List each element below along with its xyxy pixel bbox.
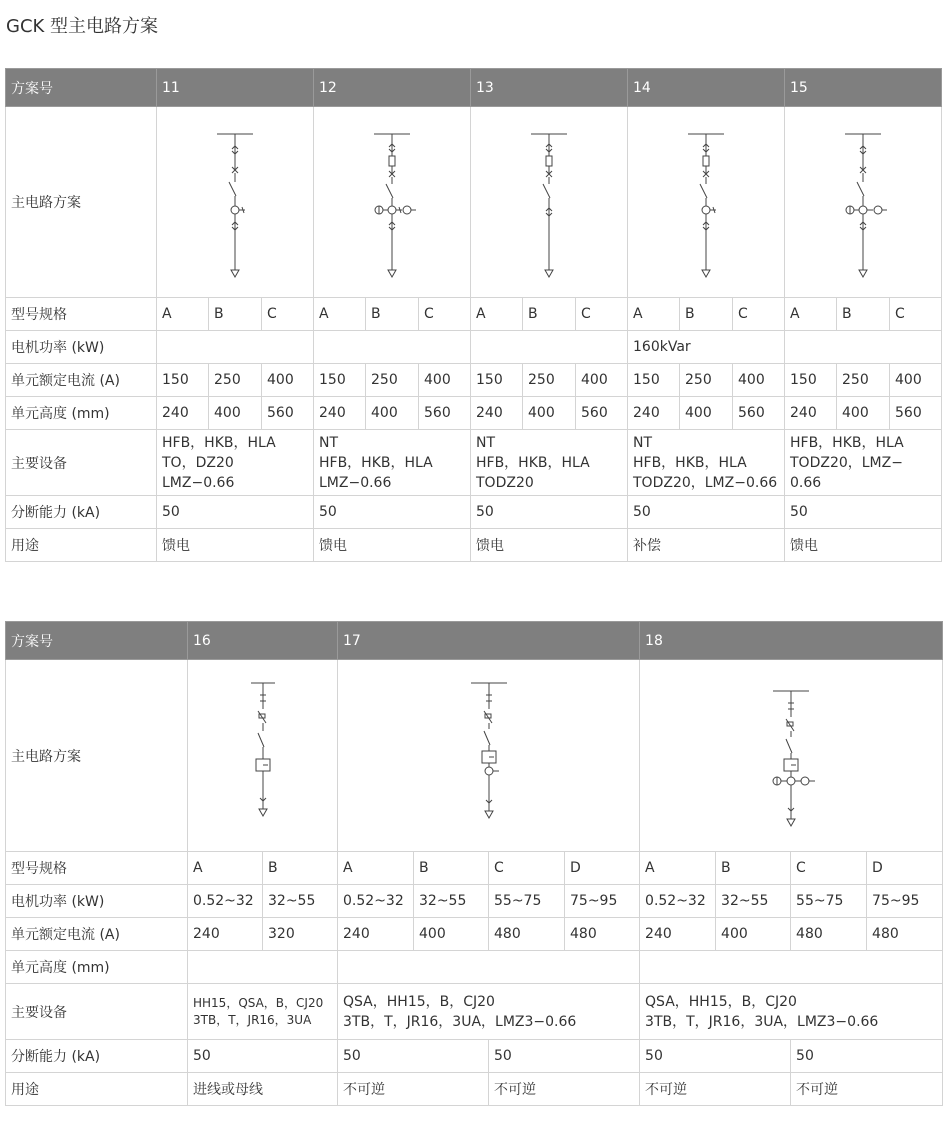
model-row: [6, 852, 943, 885]
current-cell: 400: [716, 918, 791, 951]
row-label: 主电路方案: [6, 107, 157, 298]
equipment-cell: [314, 430, 471, 496]
current-cell: 480: [867, 918, 943, 951]
equipment-cell: [628, 430, 785, 496]
model-cell: C: [262, 298, 314, 331]
breaking-cell: 50: [628, 496, 785, 529]
current-cell: 150: [628, 364, 680, 397]
height-row: [6, 397, 942, 430]
height-cell: 240: [785, 397, 837, 430]
power-cell: [471, 331, 628, 364]
equipment-line: HH15，QSA，B，CJ20: [193, 995, 324, 1010]
model-cell: B: [523, 298, 576, 331]
model-cell: C: [419, 298, 471, 331]
circuit-diagram-17: [338, 660, 640, 852]
model-cell: D: [565, 852, 640, 885]
current-cell: 250: [680, 364, 733, 397]
scheme-number: 12: [314, 69, 471, 107]
breaking-row: [6, 496, 942, 529]
model-cell: B: [716, 852, 791, 885]
equipment-line: 3TB，T，JR16，3UA: [193, 1012, 312, 1027]
row-label: 分断能力 (kA): [6, 496, 157, 529]
equipment-line: HFB，HKB，HLA: [790, 434, 904, 451]
usage-row: [6, 529, 942, 562]
equipment-cell: [338, 984, 640, 1040]
scheme-number: 15: [785, 69, 942, 107]
height-cell: 240: [157, 397, 209, 430]
current-cell: 240: [188, 918, 263, 951]
model-row: [6, 298, 942, 331]
equipment-cell: [157, 430, 314, 496]
equipment-line: TODZ20，LMZ−0.66: [633, 474, 778, 491]
row-label: 用途: [6, 1073, 188, 1106]
breaking-cell: 50: [791, 1040, 943, 1073]
usage-cell: 不可逆: [791, 1073, 943, 1106]
power-cell: 55~75: [489, 885, 565, 918]
power-cell: [785, 331, 942, 364]
row-label: 型号规格: [6, 298, 157, 331]
model-cell: A: [314, 298, 366, 331]
circuit-diagram-12: [314, 107, 471, 298]
height-cell: 560: [890, 397, 942, 430]
row-label: 电机功率 (kW): [6, 331, 157, 364]
model-cell: B: [680, 298, 733, 331]
height-cell: 400: [523, 397, 576, 430]
model-cell: C: [489, 852, 565, 885]
usage-cell: 进线或母线: [188, 1073, 338, 1106]
model-cell: A: [785, 298, 837, 331]
model-cell: A: [628, 298, 680, 331]
equipment-line: 3TB，T，JR16，3UA，LMZ3−0.66: [645, 1013, 879, 1030]
power-cell: 0.52~32: [640, 885, 716, 918]
power-cell: 75~95: [565, 885, 640, 918]
circuit-diagram-icon: [833, 122, 893, 282]
current-cell: 400: [414, 918, 489, 951]
current-cell: 250: [366, 364, 419, 397]
current-cell: 150: [785, 364, 837, 397]
height-cell: [640, 951, 943, 984]
height-cell: 400: [837, 397, 890, 430]
model-cell: B: [837, 298, 890, 331]
breaking-cell: 50: [188, 1040, 338, 1073]
current-cell: 150: [471, 364, 523, 397]
equipment-cell: [785, 430, 942, 496]
equipment-line: TO，DZ20: [162, 454, 234, 471]
equipment-line: QSA，HH15，B，CJ20: [645, 993, 797, 1010]
model-cell: A: [188, 852, 263, 885]
circuit-diagram-11: [157, 107, 314, 298]
equipment-row: [6, 984, 943, 1040]
equipment-cell: [640, 984, 943, 1040]
current-cell: 400: [419, 364, 471, 397]
equipment-line: 3TB，T，JR16，3UA，LMZ3−0.66: [343, 1013, 577, 1030]
current-cell: 250: [209, 364, 262, 397]
row-label: 单元额定电流 (A): [6, 364, 157, 397]
height-cell: 240: [471, 397, 523, 430]
circuit-diagram-icon: [759, 671, 823, 841]
scheme-number: 16: [188, 622, 338, 660]
height-cell: 240: [628, 397, 680, 430]
scheme-number: 18: [640, 622, 943, 660]
row-label: 主要设备: [6, 984, 188, 1040]
row-label: 分断能力 (kA): [6, 1040, 188, 1073]
equipment-cell: [471, 430, 628, 496]
circuit-diagram-icon: [362, 122, 422, 282]
equipment-line: LMZ−0.66: [319, 474, 392, 491]
equipment-line: HFB，HKB，HLA: [476, 454, 590, 471]
power-cell: [314, 331, 471, 364]
model-cell: D: [867, 852, 943, 885]
circuit-row: [6, 660, 943, 852]
equipment-line: 0.66: [790, 474, 822, 491]
breaking-row: [6, 1040, 943, 1073]
height-cell: 560: [733, 397, 785, 430]
current-cell: 480: [565, 918, 640, 951]
current-cell: 240: [338, 918, 414, 951]
equipment-line: LMZ−0.66: [162, 474, 235, 491]
circuit-diagram-icon: [205, 122, 265, 282]
page-title: GCK 型主电路方案: [6, 16, 159, 37]
usage-cell: 补偿: [628, 529, 785, 562]
equipment-line: HFB，HKB，HLA: [633, 454, 747, 471]
equipment-line: TODZ20，LMZ−: [790, 454, 903, 471]
model-cell: C: [733, 298, 785, 331]
usage-row: [6, 1073, 943, 1106]
usage-cell: 馈电: [471, 529, 628, 562]
power-cell: 0.52~32: [338, 885, 414, 918]
current-cell: 150: [314, 364, 366, 397]
usage-cell: 馈电: [785, 529, 942, 562]
scheme-number: 11: [157, 69, 314, 107]
height-cell: 400: [366, 397, 419, 430]
circuit-diagram-icon: [459, 671, 519, 841]
row-label: 用途: [6, 529, 157, 562]
current-cell: 400: [262, 364, 314, 397]
equipment-row: [6, 430, 942, 496]
model-cell: B: [209, 298, 262, 331]
row-label: 单元额定电流 (A): [6, 918, 188, 951]
circuit-diagram-18: [640, 660, 943, 852]
usage-cell: 不可逆: [640, 1073, 791, 1106]
height-cell: 560: [576, 397, 628, 430]
circuit-diagram-16: [188, 660, 338, 852]
breaking-cell: 50: [471, 496, 628, 529]
scheme-number: 14: [628, 69, 785, 107]
power-cell: 32~55: [414, 885, 489, 918]
model-cell: B: [366, 298, 419, 331]
row-label: 电机功率 (kW): [6, 885, 188, 918]
circuit-diagram-icon: [233, 671, 293, 841]
scheme-number: 13: [471, 69, 628, 107]
equipment-line: TODZ20: [476, 474, 534, 491]
scheme-table-11-15: [5, 68, 942, 562]
current-cell: 320: [263, 918, 338, 951]
power-cell: 75~95: [867, 885, 943, 918]
current-cell: 240: [640, 918, 716, 951]
current-row: [6, 918, 943, 951]
power-cell: 0.52~32: [188, 885, 263, 918]
current-cell: 150: [157, 364, 209, 397]
breaking-cell: 50: [338, 1040, 489, 1073]
usage-cell: 不可逆: [338, 1073, 489, 1106]
height-cell: 240: [314, 397, 366, 430]
current-cell: 250: [837, 364, 890, 397]
scheme-number: 17: [338, 622, 640, 660]
power-cell: 32~55: [263, 885, 338, 918]
current-cell: 250: [523, 364, 576, 397]
breaking-cell: 50: [785, 496, 942, 529]
height-cell: 400: [680, 397, 733, 430]
usage-cell: 馈电: [314, 529, 471, 562]
breaking-cell: 50: [640, 1040, 791, 1073]
power-row: [6, 885, 943, 918]
height-cell: [338, 951, 640, 984]
breaking-cell: 50: [489, 1040, 640, 1073]
equipment-line: NT: [476, 434, 496, 451]
power-cell: 32~55: [716, 885, 791, 918]
model-cell: B: [414, 852, 489, 885]
row-label: 单元高度 (mm): [6, 397, 157, 430]
current-cell: 480: [489, 918, 565, 951]
circuit-diagram-15: [785, 107, 942, 298]
power-row: [6, 331, 942, 364]
power-cell: [157, 331, 314, 364]
circuit-row: [6, 107, 942, 298]
power-cell: 160kVar: [628, 331, 785, 364]
breaking-cell: 50: [157, 496, 314, 529]
height-cell: 400: [209, 397, 262, 430]
equipment-line: NT: [319, 434, 339, 451]
model-cell: C: [890, 298, 942, 331]
model-cell: B: [263, 852, 338, 885]
circuit-diagram-14: [628, 107, 785, 298]
row-label: 型号规格: [6, 852, 188, 885]
header-row: [6, 622, 943, 660]
circuit-diagram-icon: [676, 122, 736, 282]
height-cell: 560: [419, 397, 471, 430]
header-label: 方案号: [6, 622, 188, 660]
row-label: 主电路方案: [6, 660, 188, 852]
row-label: 单元高度 (mm): [6, 951, 188, 984]
current-cell: 400: [890, 364, 942, 397]
current-cell: 400: [733, 364, 785, 397]
equipment-line: QSA，HH15，B，CJ20: [343, 993, 495, 1010]
equipment-line: NT: [633, 434, 653, 451]
equipment-line: HFB，HKB，HLA: [162, 434, 276, 451]
current-cell: 480: [791, 918, 867, 951]
model-cell: A: [640, 852, 716, 885]
scheme-table-16-18: [5, 621, 943, 1106]
usage-cell: 不可逆: [489, 1073, 640, 1106]
model-cell: A: [338, 852, 414, 885]
height-row: [6, 951, 943, 984]
model-cell: C: [791, 852, 867, 885]
model-cell: A: [471, 298, 523, 331]
model-cell: A: [157, 298, 209, 331]
model-cell: C: [576, 298, 628, 331]
current-row: [6, 364, 942, 397]
height-cell: [188, 951, 338, 984]
header-row: [6, 69, 942, 107]
equipment-cell: [188, 984, 338, 1040]
power-cell: 55~75: [791, 885, 867, 918]
height-cell: 560: [262, 397, 314, 430]
header-label: 方案号: [6, 69, 157, 107]
equipment-line: HFB，HKB，HLA: [319, 454, 433, 471]
circuit-diagram-icon: [519, 122, 579, 282]
usage-cell: 馈电: [157, 529, 314, 562]
current-cell: 400: [576, 364, 628, 397]
row-label: 主要设备: [6, 430, 157, 496]
breaking-cell: 50: [314, 496, 471, 529]
circuit-diagram-13: [471, 107, 628, 298]
